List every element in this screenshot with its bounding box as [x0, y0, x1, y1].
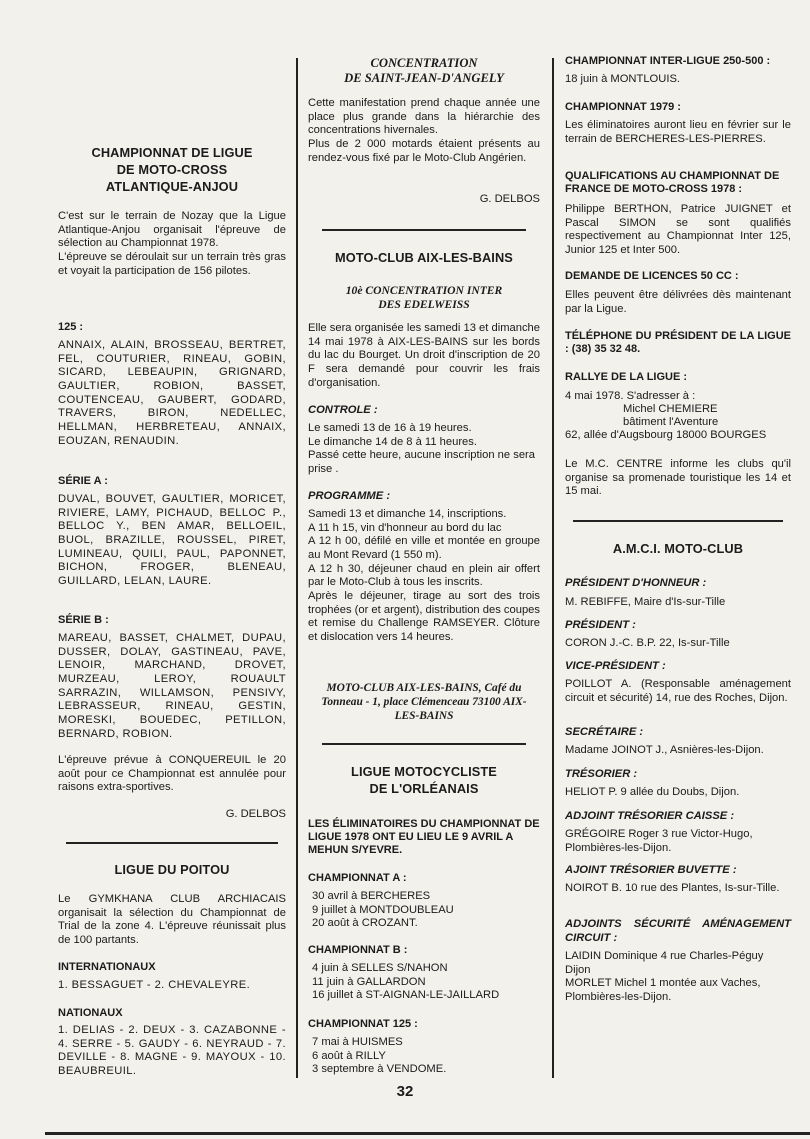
adjoints-securite-label: ADJOINTS SÉCURITÉ AMÉNAGEMENT CIRCUIT : [565, 918, 791, 944]
ligue-poitou-intro: Le GYMKHANA CLUB ARCHIACAIS organisait la sélection du Championnat de Trial de la zone 4. L'épreuve réunissait plus de 100 partants. [58, 893, 286, 946]
page-number: 32 [396, 1083, 414, 1100]
championnat-125-dates: 7 mai à HUISMES 6 août à RILLY 3 septembre à VENDOME. [312, 1036, 447, 1076]
programme-text: Samedi 13 et dimanche 14, inscriptions. A 11 h 15, vin d'honneur au bord du lac A 12 h 00, défilé en ville et montée en groupe au Mont Revard (1 550 m). A 12 h 30, déjeuner chaud en plein air offert par le Moto-Club à tous les inscrits. Après le déjeuner, tirage au sort des trois trophées (or et argent), distribution des coupes et remise du Challenge RAMSEYER. Clôture et dislocation vers 14 heures. [308, 508, 540, 643]
rallye-line-2: Michel CHEMIERE [623, 403, 718, 415]
championnat-1979-label: CHAMPIONNAT 1979 : [565, 101, 681, 113]
championnat-b-label: CHAMPIONNAT B : [308, 944, 408, 956]
category-125-label: 125 : [58, 321, 84, 333]
ligue-atlantique-anjou-intro: C'est sur le terrain de Nozay que la Ligue Atlantique-Anjou organisait l'épreuve de sélection au Championnat 1978. L'épreuve se déroulait sur un terrain très gras et voyait la participation de 156 pilotes. [58, 210, 286, 277]
mc-centre-text: Le M.C. CENTRE informe les clubs qu'il organise sa promenade touristique les 14 et 15 mai. [565, 458, 791, 498]
internationaux-label: INTERNATIONAUX [58, 961, 156, 973]
nationaux-label: NATIONAUX [58, 1007, 123, 1019]
amci-title: A.M.C.I. MOTO-CLUB [612, 541, 744, 556]
qualifications-label: QUALIFICATIONS AU CHAMPIONNAT DE FRANCE DE MOTO-CROSS 1978 : [565, 170, 780, 195]
licences-label: DEMANDE DE LICENCES 50 CC : [565, 270, 739, 282]
programme-label: PROGRAMME : [308, 490, 391, 502]
author-signature: G. DELBOS [225, 808, 286, 820]
inter-ligue-text: 18 juin à MONTLOUIS. [565, 73, 681, 85]
championnat-125-label: CHAMPIONNAT 125 : [308, 1018, 418, 1030]
concentration-text: Cette manifestation prend chaque année une place plus grande dans la hiérarchie des concentrations hivernales. Plus de 2 000 motards étaient présents au rendez-vous fixé par le Moto-Club Angérien. [308, 97, 540, 164]
category-125-names: ANNAIX, ALAIN, BROSSEAU, BERTRET, FEL, COUTURIER, RINEAU, GOBIN, SICARD, LEBEAUPIN, GRIGNARD, GAULTIER, ROBION, BASSET, COUTENCEAU, GAUBERT, GODARD, TRAVERS, BIRON, NEDELLEC, HELLMAN, HERBRETEAU, ANNAIX, EOUZAN, RENAUDIN. [58, 339, 286, 447]
secretaire-label: SECRÉTAIRE : [565, 726, 644, 738]
qualifications-text: Philippe BERTHON, Patrice JUIGNET et Pascal SIMON se sont qualifiés respectivement au Championnat Inter 125, Junior 125 et Inter 500. [565, 203, 791, 256]
championnat-1979-text: Les éliminatoires auront lieu en février sur le terrain de BERCHERES-LES-PIERRES. [565, 119, 791, 145]
column-left [58, 0, 286, 1139]
adjoint-buvette-text: NOIROT B. 10 rue des Plantes, Is-sur-Tille. [565, 882, 780, 894]
section-divider [322, 229, 526, 231]
aix-les-bains-title: MOTO-CLUB AIX-LES-BAINS [335, 250, 513, 265]
tresorier-label: TRÉSORIER : [565, 768, 638, 780]
president-label: PRÉSIDENT : [565, 619, 636, 631]
concentration-title: CONCENTRATION DE SAINT-JEAN-D'ANGELY [344, 56, 504, 86]
controle-label: CONTROLE : [308, 404, 378, 416]
controle-text: Le samedi 13 de 16 à 19 heures. Le dimanche 14 de 8 à 11 heures. Passé cette heure, aucune inscription ne sera prise . [308, 422, 535, 475]
president-text: CORON J.-C. B.P. 22, Is-sur-Tille [565, 637, 730, 649]
tresorier-text: HELIOT P. 9 allée du Doubs, Dijon. [565, 786, 740, 798]
serie-a-label: SÉRIE A : [58, 475, 108, 487]
concentration-signature: G. DELBOS [479, 193, 540, 205]
president-honneur-label: PRÉSIDENT D'HONNEUR : [565, 577, 707, 589]
serie-a-names: DUVAL, BOUVET, GAULTIER, MORICET, RIVIERE, LAMY, PICHAUD, BELLOC P., BELLOC Y., BEN AMAR, BELLOEIL, BUOL, BRAZILLE, ROUSSEL, PIRET, LUMINEAU, QUILI, PAUL, PAPONNET, BICHON, FROGER, BLENEAU, GUILLARD, LELAN, LAURE. [58, 493, 286, 587]
ligue-poitou-title: LIGUE DU POITOU [114, 862, 230, 877]
rallye-label: RALLYE DE LA LIGUE : [565, 371, 688, 383]
championnat-a-label: CHAMPIONNAT A : [308, 872, 407, 884]
vice-president-text: POILLOT A. (Responsable aménagement circuit et sécurité) 14, rue des Roches, Dijon. [565, 678, 791, 704]
rallye-line-4: 62, allée d'Augsbourg 18000 BOURGES [565, 429, 767, 441]
serie-b-label: SÉRIE B : [58, 614, 109, 626]
adjoints-securite-text: LAIDIN Dominique 4 rue Charles-Péguy Dijon MORLET Michel 1 montée aux Vaches, Plombières-les-Dijon. [565, 950, 764, 1003]
ligue-atlantique-anjou-title: CHAMPIONNAT DE LIGUE DE MOTO-CROSS ATLANTIQUE-ANJOU [91, 145, 253, 194]
column-rule-left [296, 58, 298, 1078]
championnat-b-dates: 4 juin à SELLES S/NAHON 11 juin à GALLARDON 16 juillet à ST-AIGNAN-LE-JAILLARD [312, 962, 500, 1002]
rallye-line-3: bâtiment l'Aventure [623, 416, 719, 428]
vice-president-label: VICE-PRÉSIDENT : [565, 660, 666, 672]
nationaux-names: 1. DELIAS - 2. DEUX - 3. CAZABONNE - 4. SERRE - 5. GAUDY - 6. NEYRAUD - 7. DEVILLE - 8. MAGNE - 9. MAYOUX - 10. BEAUBREUIL. [58, 1024, 286, 1077]
adjoint-caisse-label: ADJOINT TRÉSORIER CAISSE : [565, 810, 735, 822]
adjoint-caisse-text: GRÉGOIRE Roger 3 rue Victor-Hugo, Plombières-les-Dijon. [565, 828, 753, 854]
rallye-line-1: 4 mai 1978. S'adresser à : [565, 390, 696, 402]
ligue-orleanais-title: LIGUE MOTOCYCLISTE DE L'ORLÉANAIS [351, 764, 497, 796]
secretaire-text: Madame JOINOT J., Asnières-les-Dijon. [565, 744, 764, 756]
orleanais-intro: LES ÉLIMINATOIRES DU CHAMPIONNAT DE LIGUE 1978 ONT EU LIEU LE 9 AVRIL A MEHUN S/YEVRE. [308, 818, 540, 856]
section-divider [573, 520, 783, 522]
column-rule-right [552, 58, 554, 1078]
telephone-label: TÉLÉPHONE DU PRÉSIDENT DE LA LIGUE : (38) 35 32 48. [565, 330, 791, 355]
section-divider [66, 842, 278, 844]
aix-les-bains-text: Elle sera organisée les samedi 13 et dimanche 14 mai 1978 à AIX-LES-BAINS sur les bords du lac du Bourget. Un droit d'inscription de 20 F sera demandé pour couvrir les frais d'organisation. [308, 322, 540, 389]
column-right [565, 0, 791, 1139]
championnat-a-dates: 30 avril à BERCHERES 9 juillet à MONTDOUBLEAU 20 août à CROZANT. [312, 890, 454, 930]
section-divider [322, 743, 526, 745]
internationaux-names: 1. BESSAGUET - 2. CHEVALEYRE. [58, 979, 251, 991]
serie-b-names: MAREAU, BASSET, CHALMET, DUPAU, DUSSER, DOLAY, GASTINEAU, PAVE, LENOIR, MARCHAND, DROVET, MURZEAU, LEROY, ROUAULT SARRAZIN, WILLAMSON, PENSIVY, LEBRASSEUR, RINEAU, GESTIN, MORESKI, BOUEDEC, PETILLON, BERNARD, ROBION. [58, 632, 286, 740]
aix-les-bains-subtitle: 10è CONCENTRATION INTER DES EDELWEISS [345, 284, 503, 312]
column-middle [308, 0, 540, 1139]
licences-text: Elles peuvent être délivrées dès maintenant par la Ligue. [565, 289, 791, 315]
inter-ligue-label: CHAMPIONNAT INTER-LIGUE 250-500 : [565, 55, 771, 67]
president-honneur-text: M. REBIFFE, Maire d'Is-sur-Tille [565, 596, 726, 608]
aix-les-bains-address: MOTO-CLUB AIX-LES-BAINS, Café du Tonneau - 1, place Clémenceau 73100 AIX-LES-BAINS [321, 682, 527, 722]
adjoint-buvette-label: AJOINT TRÉSORIER BUVETTE : [565, 864, 737, 876]
page-bottom-rule [45, 1132, 810, 1135]
conquereuil-note: L'épreuve prévue à CONQUEREUIL le 20 août pour ce Championnat est annulée pour raisons extra-sportives. [58, 754, 286, 794]
